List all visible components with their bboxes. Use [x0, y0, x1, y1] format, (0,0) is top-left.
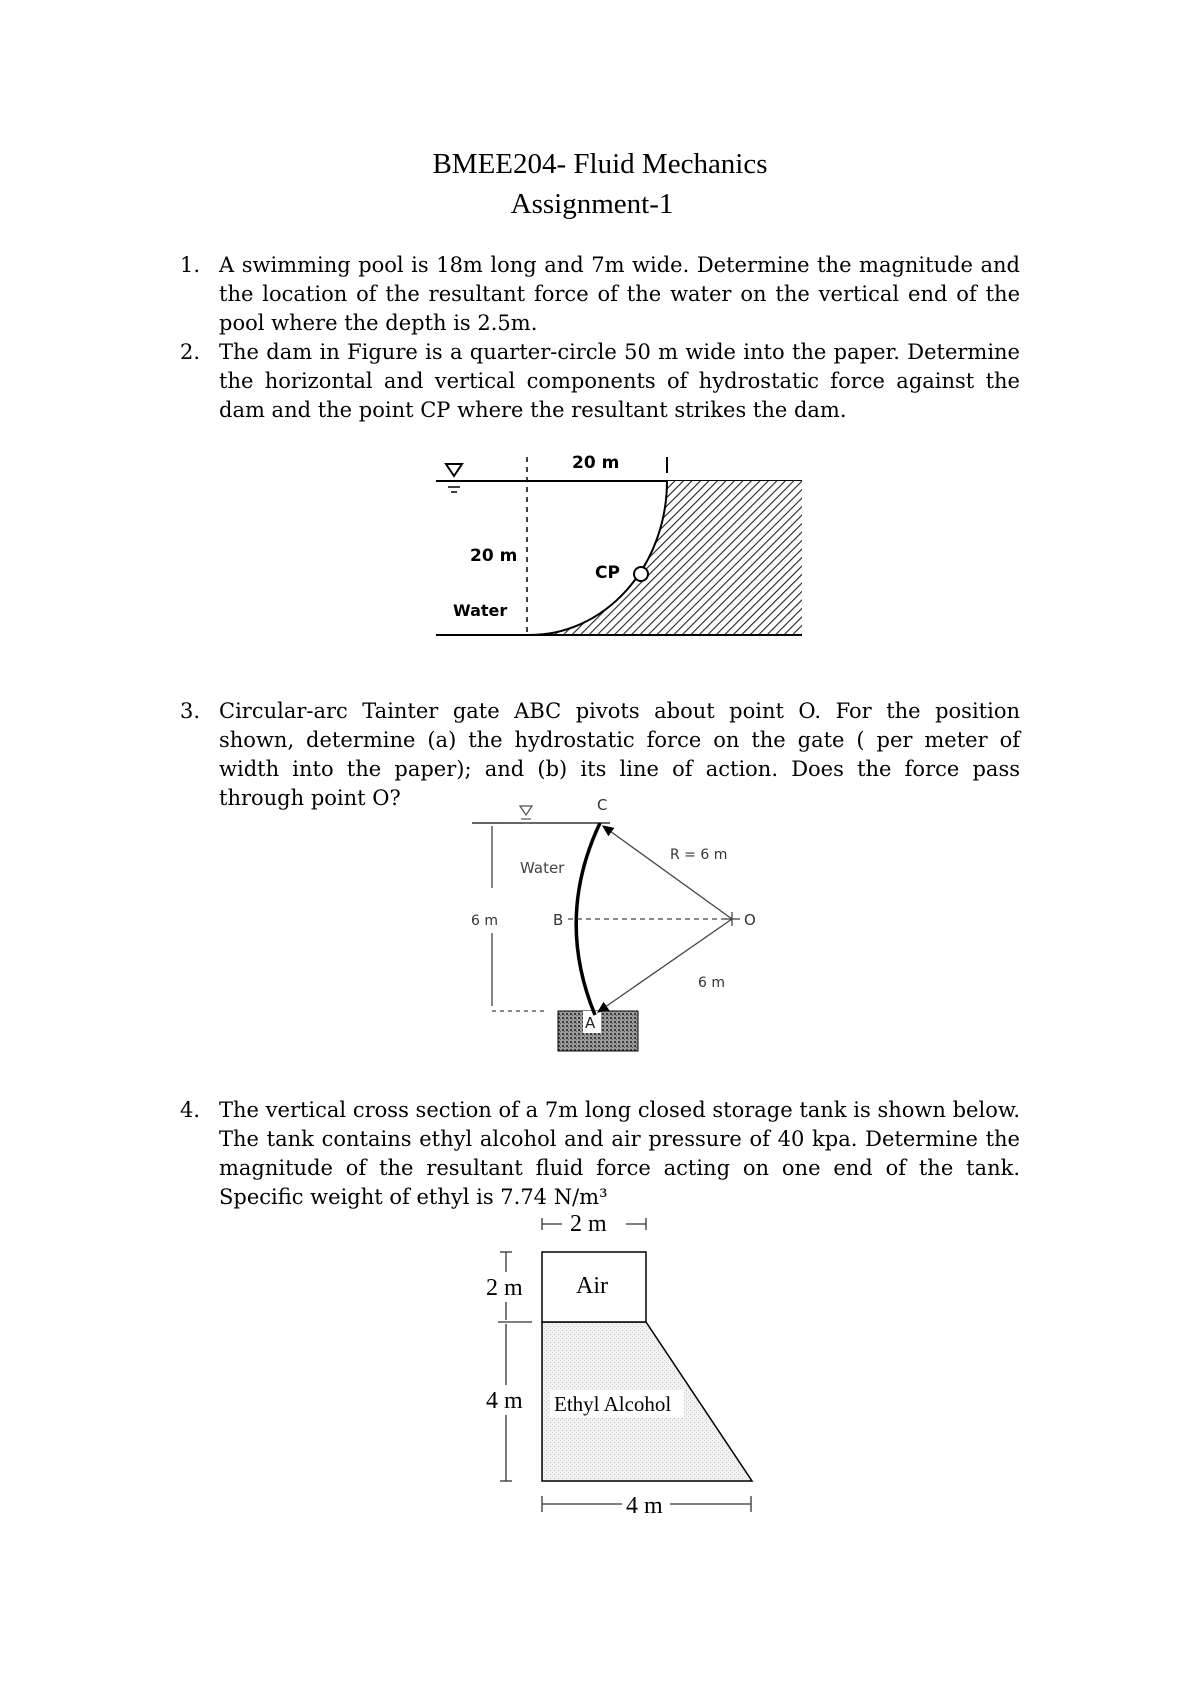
question-number: 2.: [180, 340, 201, 364]
radius-label: R = 6 m: [670, 847, 728, 863]
tainter-gate-figure: [470, 793, 810, 1068]
point-o-label: O: [744, 911, 756, 929]
air-height-label: 2 m: [486, 1275, 523, 1301]
lower-radius-label: 6 m: [698, 975, 725, 991]
cp-point-icon: [634, 567, 648, 581]
cp-label: CP: [595, 563, 620, 583]
water-label: Water: [520, 859, 565, 877]
point-b-label: B: [553, 911, 564, 929]
top-width-label: 2 m: [570, 1211, 607, 1237]
depth-label: 20 m: [470, 546, 518, 566]
ethyl-alcohol-label: Ethyl Alcohol: [554, 1392, 672, 1416]
free-surface-icon: [446, 464, 462, 492]
dam-figure: [430, 445, 810, 645]
radius-line-upper: [603, 826, 732, 919]
water-label: Water: [453, 601, 508, 620]
air-label: Air: [576, 1273, 608, 1299]
question-number: 3.: [180, 699, 201, 723]
liquid-height-label: 4 m: [486, 1388, 523, 1414]
question-text: The vertical cross section of a 7m long closed storage tank is shown below. The tank contains ethyl alcohol and air pressure of 40 kpa. Determine the magnitude of the resultant fluid force acting on one end of the tank. Specific weight of ethyl is 7.74 N/m³: [219, 1098, 1020, 1209]
point-c-label: C: [597, 796, 608, 814]
width-label: 20 m: [572, 453, 620, 473]
bottom-width-label: 4 m: [626, 1493, 663, 1519]
radius-line-lower: [598, 919, 732, 1012]
question-number: 1.: [180, 253, 201, 277]
point-a-label: A: [585, 1014, 596, 1032]
assignment-title: Assignment-1: [510, 188, 674, 220]
question-number: 4.: [180, 1098, 201, 1122]
free-surface-icon: [520, 806, 532, 823]
question-4: [180, 1096, 1020, 1212]
depth-label: 6 m: [471, 913, 498, 929]
tank-figure: [470, 1210, 770, 1530]
question-text: Circular-arc Tainter gate ABC pivots about point O. For the position shown, determine (a) the hydrostatic force on the gate ( per meter of width into the paper); and (b) its line of action. Does the force pass through point O?: [219, 699, 1020, 810]
question-1: [180, 251, 1020, 338]
question-text: A swimming pool is 18m long and 7m wide. Determine the magnitude and the location of the resultant force of the water on the vertical end of the pool where the depth is 2.5m.: [219, 253, 1020, 335]
question-2: [180, 338, 1020, 425]
course-title: BMEE204- Fluid Mechanics: [432, 148, 768, 180]
question-text: The dam in Figure is a quarter-circle 50 m wide into the paper. Determine the horizontal and vertical components of hydrostatic force against the dam and the point CP where the resultant strikes the dam.: [219, 340, 1020, 422]
